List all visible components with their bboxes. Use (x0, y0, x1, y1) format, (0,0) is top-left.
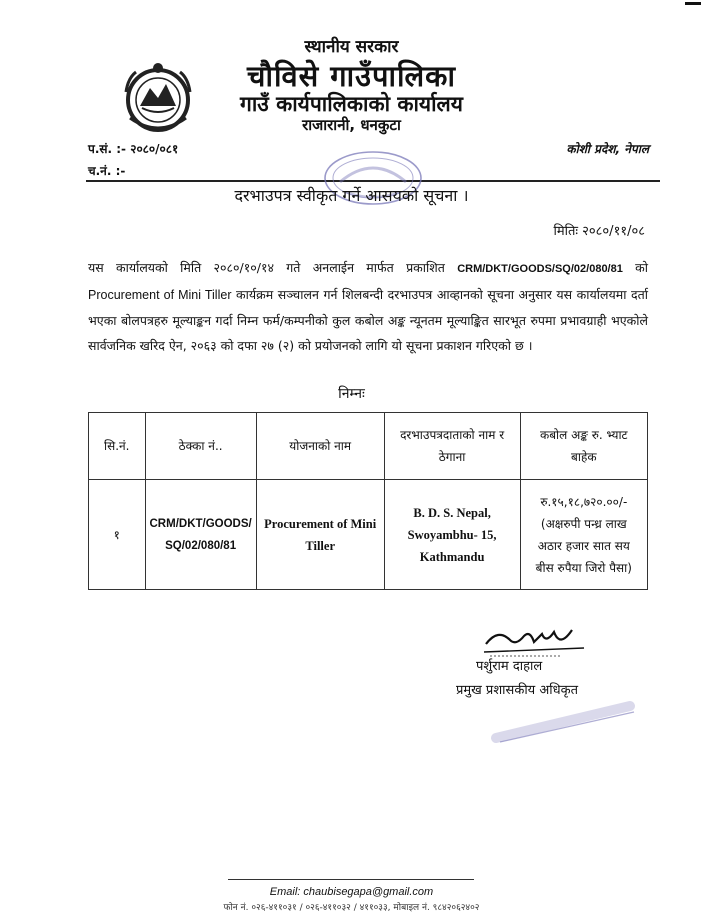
ref-label: प.सं. (88, 142, 113, 156)
contract-no-line1: CRM/DKT/GOODS/ (149, 517, 252, 530)
bid-table (88, 412, 648, 590)
bidder-line1: B. D. S. Nepal, (413, 505, 491, 520)
official-stamp-icon (490, 698, 640, 746)
subheading: निम्नः (338, 386, 365, 402)
table-row (89, 480, 648, 590)
amount-line4: बीस रुपैया जिरो पैसा) (535, 560, 632, 575)
corner-mark (685, 2, 701, 5)
amount-line3: अठार हजार सात सय (537, 538, 630, 553)
cell-project: Procurement of Mini Tiller (256, 480, 384, 590)
province: कोशी प्रदेश, नेपाल (566, 142, 649, 156)
contract-no-line2: SQ/02/080/81 (165, 539, 237, 552)
office-name: गाउँ कार्यपालिकाको कार्यालय (240, 92, 463, 116)
body-part2: को (622, 260, 648, 275)
col-project-name: योजनाको नाम (256, 413, 384, 480)
ref-value: २०८०/०८१ (130, 142, 179, 156)
notice-date: मितिः २०८०/११/०८ (553, 224, 645, 239)
municipality-name: चौविसे गाउँपालिका (247, 59, 456, 93)
body-project-name: Procurement of Mini Tiller (88, 288, 232, 302)
dispatch-number: च.नं. :- (88, 164, 126, 178)
body-tender-code: CRM/DKT/GOODS/SQ/02/080/81 (457, 263, 623, 275)
cell-contract-no (145, 480, 256, 590)
header-line1: स्थानीय सरकार (304, 37, 399, 57)
bidder-line3: Kathmandu (419, 549, 485, 564)
col-bidder: दरभाउपत्रदाताको नाम र ठेगाना (384, 413, 520, 480)
amount-line1: रु.१५,१८,७२०.००/- (540, 494, 628, 509)
col-contract-no: ठेक्का नं.. (145, 413, 256, 480)
body-part1: यस कार्यालयको मिति २०८०/१०/१४ गते अनलाईन मार्फत प्रकाशित (88, 260, 458, 275)
col-sn: सि.नं. (89, 413, 146, 480)
body-part3: कार्यक्रम सञ्चालन गर्न शिलबन्दी दरभाउपत्र आव्हानको सूचना अनुसार यस कार्यालयमा दर्ता भएका बोलपत्रहरु मूल्याङ्कन गर्दा निम्न फर्म/कम्पनीको कुल कबोल अङ्क न्यूनतम मूल्याङ्कित सारभूत रुपमा प्रभावग्राही भएकोले सार्वजनिक खरिद ऐन, २०६३ को दफा २७ (२) को प्रयोजनको लागि यो सूचना प्रकाशन गरिएको छ । (88, 287, 648, 353)
ref-number: प.सं. :- २०८०/०८१ (88, 142, 179, 156)
cell-sn: १ (89, 480, 146, 590)
cell-amount (520, 480, 647, 590)
cell-bidder (384, 480, 520, 590)
footer-phone: फोन नं. ०२६-४११०३१ / ०२६-४११०३२ / ४११०३३, मोबाइल नं. ९८४२०६२४०२ (223, 903, 480, 913)
signatory-title: प्रमुख प्रशासकीय अधिकृत (456, 683, 579, 698)
bidder-line2: Swoyambhu- 15, (407, 527, 497, 542)
amount-line2: (अक्षरुपी पन्ध्र लाख (540, 516, 627, 531)
notice-body (88, 255, 648, 358)
table-header-row (89, 413, 648, 480)
footer-email: Email: chaubisegapa@gmail.com (269, 886, 434, 898)
office-address: राजारानी, धनकुटा (302, 116, 401, 134)
signatory-name: पर्शुराम दाहाल (476, 659, 543, 674)
notice-title: दरभाउपत्र स्वीकृत गर्ने आसयको सूचना । (234, 186, 469, 205)
dispatch-label: च.नं. (88, 164, 112, 178)
col-amount: कबोल अङ्क रु. भ्याट बाहेक (520, 413, 647, 480)
footer-divider (228, 879, 474, 880)
